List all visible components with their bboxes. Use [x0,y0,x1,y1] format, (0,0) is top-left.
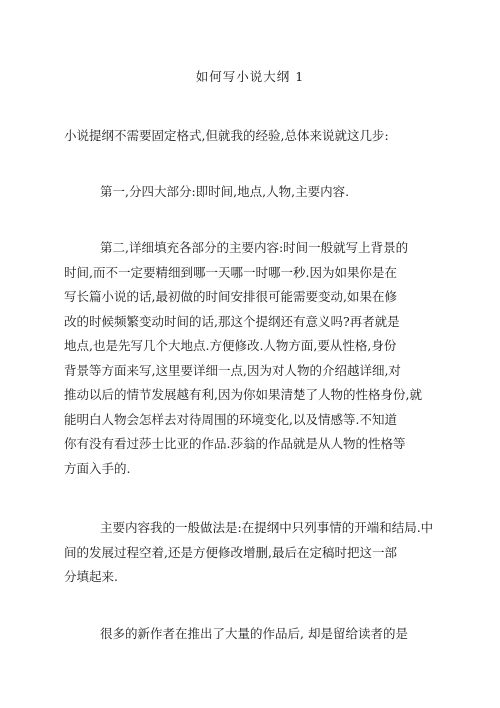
document-title: 如何写小说大纲 1 [195,69,305,84]
text-line: 第二,详细填充各部分的主要内容:时间一般就写上背景的 [100,240,409,255]
text-line: 推动以后的情节发展越有利,因为你如果清楚了人物的性格身份,就 [64,387,422,402]
text-line: 你有没有看过莎士比亚的作品.莎翁的作品就是从人物的性格等 [64,436,406,451]
paragraph-intro [64,124,389,149]
text-line: 小说提纲不需要固定格式,但就我的经验,总体来说就这几步: [64,128,389,143]
paragraph-step-one [100,180,349,205]
text-line: 分填起来. [64,569,118,584]
text-line: 主要内容我的一般做法是:在提纲中只列事情的开端和结局.中 [100,520,434,535]
text-line: 改的时候频繁变动时间的话,那这个提纲还有意义吗?再者就是 [64,313,400,329]
text-line: 方面入手的. [64,460,131,476]
paragraph-new-authors [64,622,408,647]
text-line: 能明白人物会怎样去对待周围的环境变化,以及情感等.不知道 [64,411,397,427]
paragraph-main-content [64,516,433,590]
text-line: 第一,分四大部分:即时间,地点,人物,主要内容. [100,184,350,199]
text-line: 时间,而不一定要精细到哪一天哪一时哪一秒.因为如果你是在 [64,264,397,280]
text-line: 背景等方面来写,这里要详细一点,因为对人物的介绍越详细,对 [64,362,401,378]
text-line: 间的发展过程空着,还是方便修改增删,最后在定稿时把这一部 [64,544,397,560]
text-line: 很多的新作者在推出了大量的作品后, 却是留给读者的是 [100,626,408,641]
text-line: 写长篇小说的话,最初做的时间安排很可能需要变动,如果在修 [64,289,397,304]
paragraph-step-two [64,236,422,481]
text-line: 地点,也是先写几个大地点.方便修改.人物方面,要从性格,身份 [64,338,397,353]
